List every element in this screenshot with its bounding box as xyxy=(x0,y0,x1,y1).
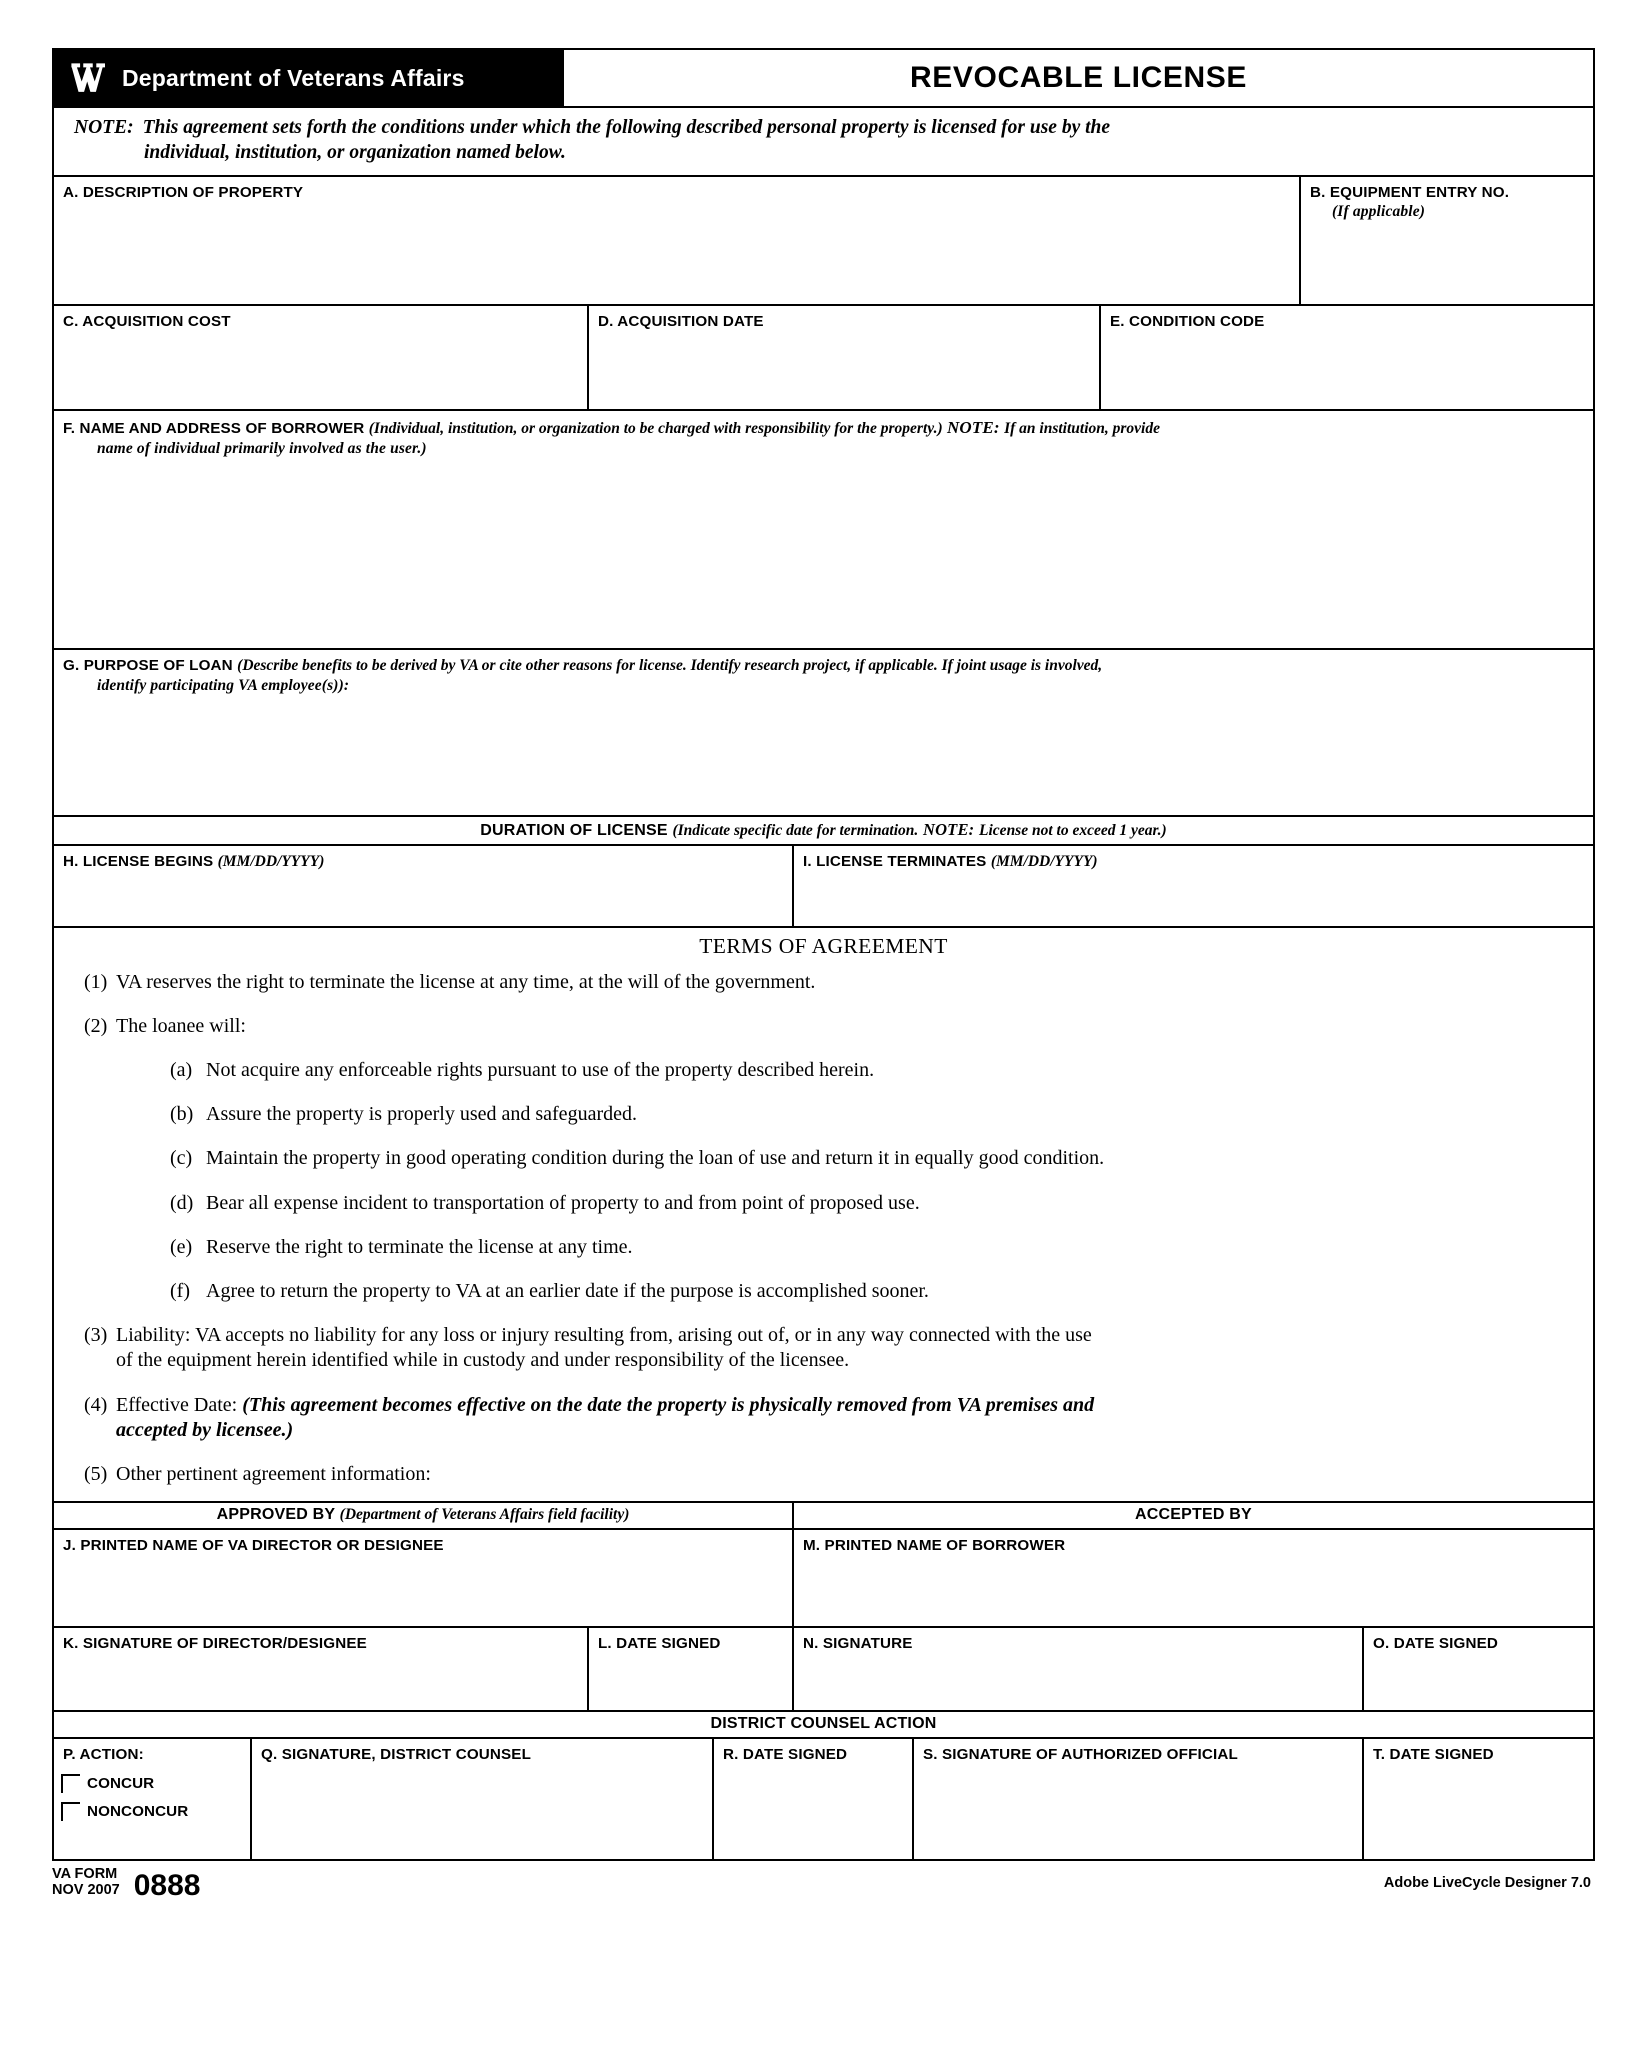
row-c-d-e xyxy=(54,306,1593,411)
field-o-date-signed[interactable] xyxy=(1364,1628,1593,1710)
field-b-label xyxy=(1301,177,1593,222)
field-r-date-signed[interactable] xyxy=(714,1739,914,1859)
term-text: VA reserves the right to terminate the license at any time, at the will of the government. xyxy=(116,970,816,993)
field-g-purpose-of-loan[interactable] xyxy=(54,650,1593,815)
field-h-license-begins[interactable] xyxy=(54,846,794,926)
approved-by-paren: (Department of Veterans Affairs field facility) xyxy=(339,1506,630,1524)
approved-by-title: APPROVED BY xyxy=(216,1506,335,1524)
field-k-signature-director[interactable] xyxy=(54,1628,589,1710)
va-seal-icon xyxy=(68,61,108,95)
field-t-label: T. DATE SIGNED xyxy=(1373,1746,1494,1764)
field-g-label xyxy=(54,650,1593,696)
field-j-printed-name-director[interactable] xyxy=(54,1530,794,1626)
field-o-label: O. DATE SIGNED xyxy=(1373,1635,1499,1653)
field-i-label xyxy=(794,846,1593,872)
agency-banner xyxy=(54,50,564,106)
field-f-note-text: If an institution, provide xyxy=(1004,419,1160,437)
field-i-label-text: I. LICENSE TERMINATES xyxy=(803,852,987,870)
row-f xyxy=(54,411,1593,650)
field-b-sublabel: (If applicable) xyxy=(1332,203,1426,221)
term-text-effective-line-1: (This agreement becomes effective on the date the property is physically removed from VA premises and xyxy=(242,1393,1095,1416)
term-text: Bear all expense incident to transportation of property to and from point of proposed use. xyxy=(206,1191,920,1214)
term-number: (f) xyxy=(170,1280,190,1302)
concur-checkbox[interactable] xyxy=(61,1774,80,1793)
nonconcur-checkbox[interactable] xyxy=(61,1802,80,1821)
field-g-label-text: G. PURPOSE OF LOAN xyxy=(63,656,233,674)
va-form-0888 xyxy=(52,48,1595,1861)
form-title-area xyxy=(564,50,1593,106)
term-text-liability-line-2: of the equipment herein identified while in custody and under responsibility of the licensee. xyxy=(116,1349,850,1372)
term-number: (b) xyxy=(170,1103,194,1126)
term-item xyxy=(158,1058,1575,1083)
field-d-acquisition-date[interactable] xyxy=(589,306,1101,409)
term-item xyxy=(158,1102,1575,1127)
field-n-signature[interactable] xyxy=(794,1628,1364,1710)
field-e-label: E. CONDITION CODE xyxy=(1110,312,1265,330)
term-item xyxy=(158,1279,1575,1304)
row-p-q-r-s-t xyxy=(54,1739,1593,1861)
note-line-2: individual, institution, or organization named below. xyxy=(144,142,566,164)
duration-band-title: DURATION OF LICENSE xyxy=(480,821,668,839)
field-p-label: P. ACTION: xyxy=(63,1746,144,1764)
duration-band-note-text: License not to exceed 1 year.) xyxy=(979,821,1167,839)
approved-by-band xyxy=(54,1503,794,1528)
field-i-format: (MM/DD/YYYY) xyxy=(990,852,1098,870)
term-item-liability xyxy=(72,1323,1575,1373)
field-s-label: S. SIGNATURE OF AUTHORIZED OFFICIAL xyxy=(923,1746,1238,1764)
term-text: Reserve the right to terminate the license at any time. xyxy=(206,1235,633,1258)
field-m-label: M. PRINTED NAME OF BORROWER xyxy=(803,1537,1066,1555)
producer-credit: Adobe LiveCycle Designer 7.0 xyxy=(1383,1875,1591,1892)
field-e-condition-code[interactable] xyxy=(1101,306,1593,409)
concur-label: CONCUR xyxy=(87,1774,155,1792)
note-line-1: This agreement sets forth the conditions under which the following described personal property is licensed for use by the xyxy=(142,117,1111,138)
field-f-label xyxy=(54,411,1593,459)
field-k-label: K. SIGNATURE OF DIRECTOR/DESIGNEE xyxy=(63,1635,367,1653)
field-n-label: N. SIGNATURE xyxy=(803,1635,913,1653)
term-text-liability-line-1: VA accepts no liability for any loss or injury resulting from, arising out of, or in any way connected with the use xyxy=(195,1324,1092,1347)
field-t-date-signed[interactable] xyxy=(1364,1739,1593,1859)
field-c-acquisition-cost[interactable] xyxy=(54,306,589,409)
field-b-label-text: B. EQUIPMENT ENTRY NO. xyxy=(1310,183,1510,201)
field-p-action[interactable] xyxy=(54,1739,252,1859)
nonconcur-label: NONCONCUR xyxy=(87,1802,189,1820)
term-item xyxy=(158,1146,1575,1171)
field-h-label-text: H. LICENSE BEGINS xyxy=(63,852,214,870)
row-g xyxy=(54,650,1593,817)
district-counsel-action-band xyxy=(54,1712,1593,1739)
term-text-effective-line-2: accepted by licensee.) xyxy=(116,1418,294,1441)
field-m-printed-name-borrower[interactable] xyxy=(794,1530,1593,1626)
field-r-label: R. DATE SIGNED xyxy=(723,1746,848,1764)
term-text: Maintain the property in good operating condition during the loan of use and return it in equally good condition. xyxy=(206,1147,1105,1170)
field-b-equipment-entry-no[interactable] xyxy=(1301,177,1593,304)
term-text: Assure the property is properly used and safeguarded. xyxy=(206,1103,637,1126)
row-a-b xyxy=(54,177,1593,306)
field-f-label-text: F. NAME AND ADDRESS OF BORROWER xyxy=(63,419,365,437)
field-d-label: D. ACQUISITION DATE xyxy=(598,312,764,330)
field-f-line-2: name of individual primarily involved as the user.) xyxy=(97,439,427,457)
term-item xyxy=(72,1014,1575,1039)
field-f-borrower-name-address[interactable] xyxy=(54,411,1593,648)
duration-band-note-label: NOTE: xyxy=(922,819,975,839)
term-text: The loanee will: xyxy=(116,1014,246,1037)
term-number: (d) xyxy=(170,1191,194,1214)
field-f-note-label: NOTE: xyxy=(947,417,1000,437)
form-label-line-2: NOV 2007 xyxy=(52,1882,120,1899)
terms-of-agreement-section xyxy=(54,928,1593,1503)
field-j-label: J. PRINTED NAME OF VA DIRECTOR OR DESIGNEE xyxy=(63,1537,444,1555)
field-h-label xyxy=(54,846,792,872)
row-j-m xyxy=(54,1530,1593,1628)
term-number: (3) xyxy=(84,1324,108,1347)
term-text: Not acquire any enforceable rights pursuant to use of the property described herein. xyxy=(206,1059,875,1082)
field-g-paren: (Describe benefits to be derived by VA or cite other reasons for license. Identify research project, if applicable. If joint usage is involved, xyxy=(237,656,1103,674)
term-number: (4) xyxy=(84,1393,108,1416)
form-label-line-1: VA FORM xyxy=(52,1866,118,1883)
term-text-other: Other pertinent agreement information: xyxy=(116,1462,431,1485)
field-q-signature-district-counsel[interactable] xyxy=(252,1739,714,1859)
term-item-effective-date xyxy=(72,1393,1575,1443)
field-q-label: Q. SIGNATURE, DISTRICT COUNSEL xyxy=(261,1746,532,1764)
term-lead-liability: Liability: xyxy=(116,1324,191,1347)
field-g-line-2: identify participating VA employee(s)): xyxy=(97,676,350,694)
accepted-by-band xyxy=(794,1503,1593,1528)
note-label: NOTE: xyxy=(74,117,134,138)
agency-name: Department of Veterans Affairs xyxy=(122,64,465,91)
field-s-signature-authorized-official[interactable] xyxy=(914,1739,1364,1859)
form-title: REVOCABLE LICENSE xyxy=(910,61,1247,94)
row-approval-band xyxy=(54,1503,1593,1530)
checkbox-nonconcur-row[interactable] xyxy=(54,1802,250,1821)
field-l-date-signed[interactable] xyxy=(589,1628,794,1710)
field-a-label: A. DESCRIPTION OF PROPERTY xyxy=(63,183,304,201)
form-number: 0888 xyxy=(133,1869,201,1903)
form-footer xyxy=(52,1861,1595,1903)
header-note xyxy=(54,108,1593,177)
field-l-label: L. DATE SIGNED xyxy=(598,1635,721,1653)
term-number: (5) xyxy=(84,1462,108,1485)
term-item-other xyxy=(72,1462,1575,1487)
field-a-description-of-property[interactable] xyxy=(54,177,1301,304)
term-item xyxy=(158,1235,1575,1260)
form-header xyxy=(54,50,1593,108)
row-h-i xyxy=(54,846,1593,928)
field-h-format: (MM/DD/YYYY) xyxy=(217,852,325,870)
row-k-l-n-o xyxy=(54,1628,1593,1712)
duration-band-paren: (Indicate specific date for termination. xyxy=(672,821,919,839)
terms-title: TERMS OF AGREEMENT xyxy=(699,933,948,958)
term-number: (2) xyxy=(84,1014,108,1037)
term-number: (1) xyxy=(84,970,108,993)
term-number: (a) xyxy=(170,1059,193,1082)
term-item xyxy=(158,1191,1575,1216)
form-label xyxy=(52,1866,120,1900)
term-lead-effective-date: Effective Date: xyxy=(116,1393,238,1416)
term-number: (c) xyxy=(170,1147,193,1170)
duration-of-license-band xyxy=(54,817,1593,846)
field-f-paren: (Individual, institution, or organization to be charged with responsibility for the property.) xyxy=(368,419,943,437)
field-c-label: C. ACQUISITION COST xyxy=(63,312,231,330)
district-counsel-band-title: DISTRICT COUNSEL ACTION xyxy=(710,1715,937,1733)
term-text: Agree to return the property to VA at an earlier date if the purpose is accomplished sooner. xyxy=(206,1280,929,1302)
field-i-license-terminates[interactable] xyxy=(794,846,1593,926)
form-identifier xyxy=(52,1866,201,1903)
accepted-by-title: ACCEPTED BY xyxy=(1135,1506,1252,1524)
term-number: (e) xyxy=(170,1235,193,1258)
term-item xyxy=(72,970,1575,995)
checkbox-concur-row[interactable] xyxy=(54,1774,250,1793)
